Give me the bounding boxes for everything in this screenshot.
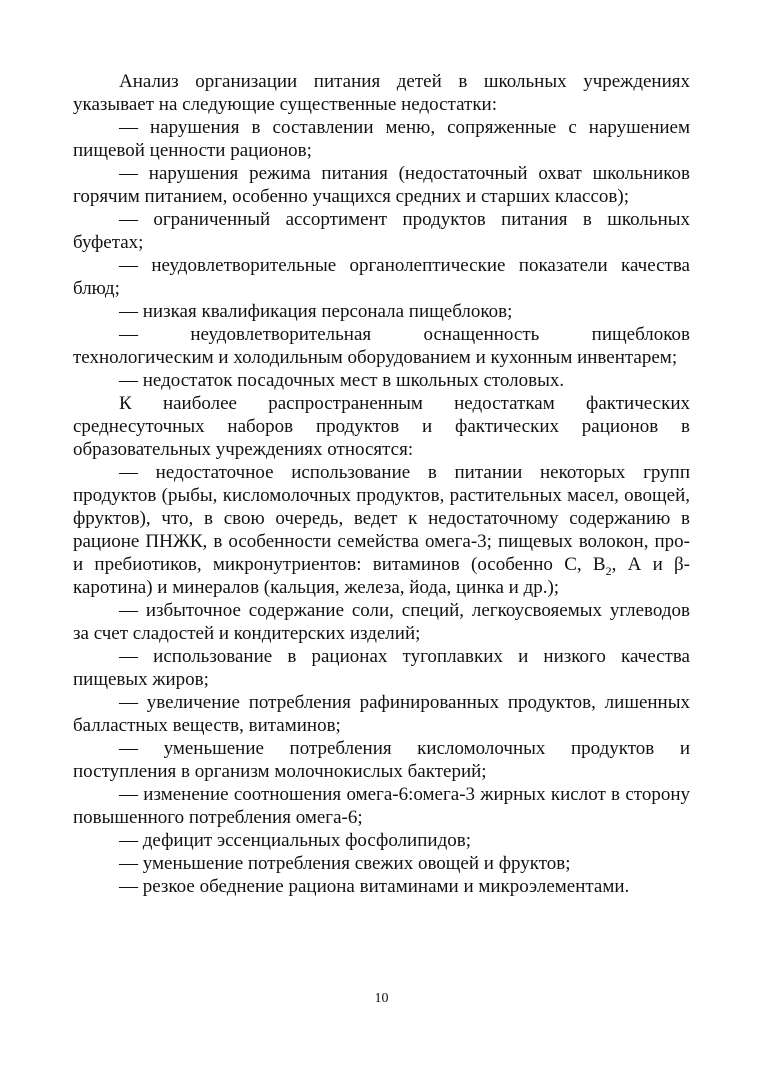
list-item-text: , А и β-каротина) и минералов (кальция, железа, йода, цинка и др.); (73, 554, 690, 598)
list-item: — использование в рационах тугоплавких и низкого качества пищевых жиров; (73, 646, 690, 690)
subscript: 2 (605, 563, 612, 578)
list-item: — изменение соотношения омега-6:омега-3 жирных кислот в сторону повышенного потребления омега-6; (73, 784, 690, 828)
list-item: — дефицит эссенциальных фосфолипидов; (119, 830, 471, 851)
list-item: — низкая квалификация персонала пищеблоков; (119, 301, 513, 322)
list-item: — избыточное содержание соли, специй, легкоусвояемых углеводов за счет сладостей и кондитерских изделий; (73, 600, 690, 644)
list-item: — недостаток посадочных мест в школьных столовых. (119, 370, 565, 391)
page-number: 10 (374, 991, 389, 1006)
list-item: — ограниченный ассортимент продуктов питания в школьных буфетах; (73, 209, 690, 253)
paragraph-second-intro: К наиболее распространенным недостаткам фактических среднесуточных наборов продуктов и фактических рационов в образовательных учреждениях относятся: (73, 393, 690, 460)
document-body (73, 70, 690, 898)
paragraph-intro: Анализ организации питания детей в школьных учреждениях указывает на следующие существенные недостатки: (73, 71, 690, 115)
list-item: — нарушения в составлении меню, сопряженные с нарушением пищевой ценности рационов; (73, 117, 690, 161)
list-item: — резкое обеднение рациона витаминами и микроэлементами. (119, 876, 630, 897)
list-item: — уменьшение потребления кисломолочных продуктов и поступления в организм молочнокислых бактерий; (73, 738, 690, 782)
list-item: — увеличение потребления рафинированных продуктов, лишенных балластных веществ, витаминов; (73, 692, 690, 736)
list-item: — неудовлетворительные органолептические показатели качества блюд; (73, 255, 690, 299)
list-item: — нарушения режима питания (недостаточный охват школьников горячим питанием, особенно учащихся средних и старших классов); (73, 163, 690, 207)
list-item (73, 461, 690, 599)
list-item: — неудовлетворительная оснащенность пищеблоков технологическим и холодильным оборудованием и кухонным инвентарем; (73, 324, 690, 368)
list-item: — уменьшение потребления свежих овощей и фруктов; (119, 853, 571, 874)
list-item-text: — недостаточное использование в питании некоторых групп продуктов (рыбы, кисломолочных продуктов, растительных масел, овощей, фруктов), что, в свою очередь, ведет к недостаточному содержанию в рационе ПНЖК, в особенности семейства омега-3; пищевых волокон, про- и пребиотиков, микронутриентов: витаминов (особенно С, В (73, 462, 690, 575)
